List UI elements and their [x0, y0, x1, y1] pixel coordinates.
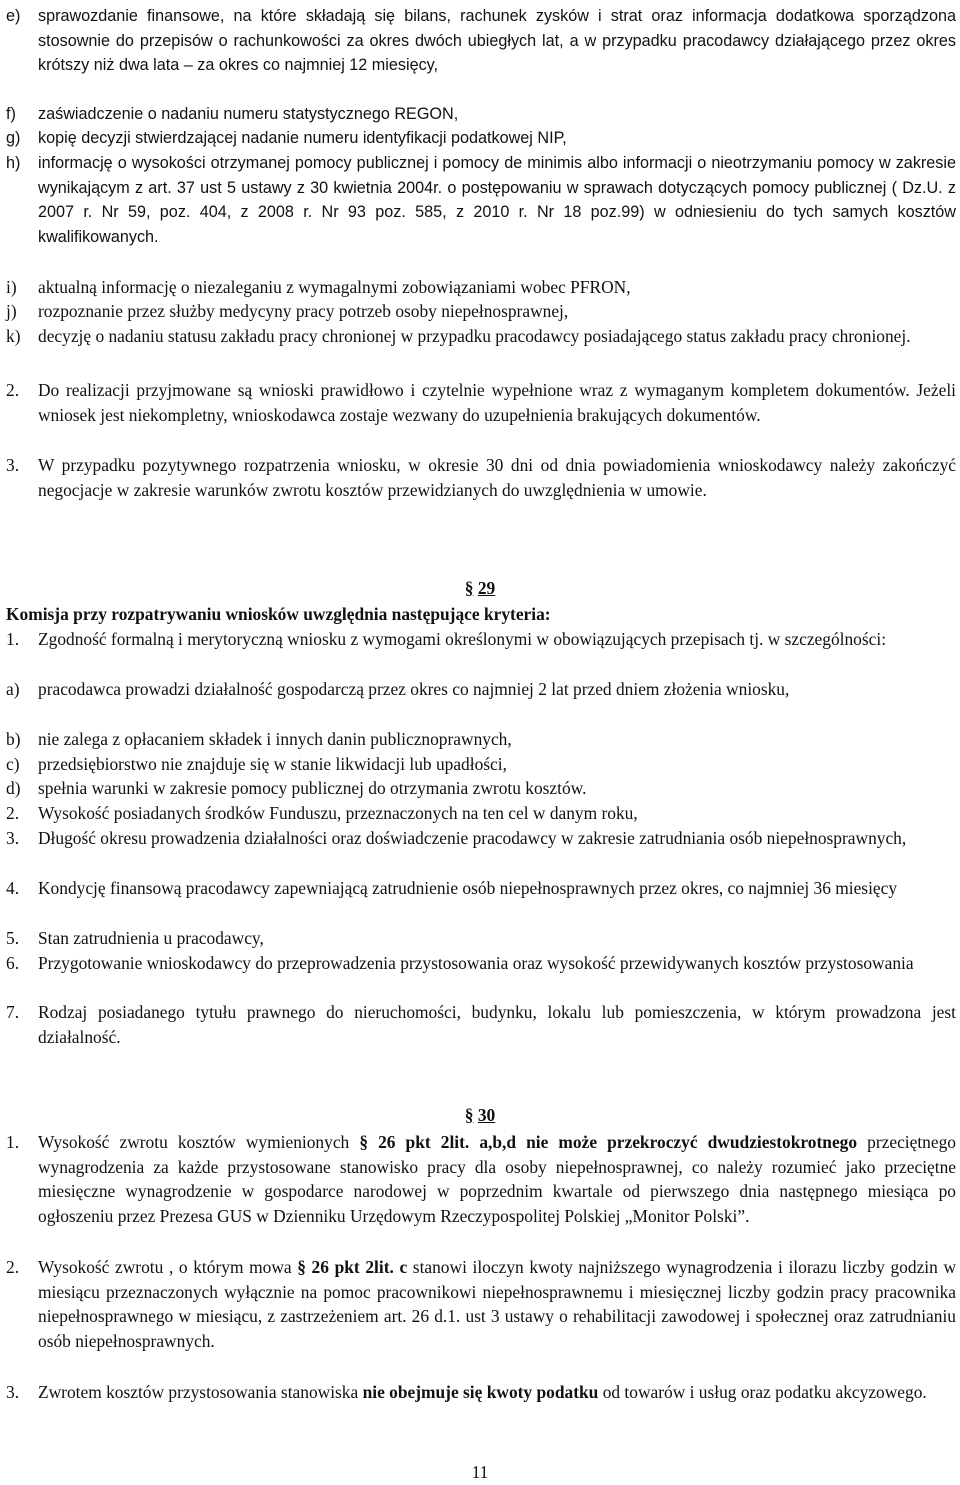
list-marker: d): [6, 778, 21, 798]
point-text-part: od towarów i usług oraz podatku akcyzowego.: [598, 1382, 927, 1402]
list-text: przedsiębiorstwo nie znajduje się w stanie likwidacji lub upadłości,: [38, 754, 507, 774]
list-marker: b): [6, 729, 21, 749]
criterion-4: [6, 876, 956, 901]
point-text: [38, 1380, 956, 1405]
list-item-f: [6, 102, 956, 127]
point-text-bold: § 26 pkt 2lit. a,b,d nie może przekroczyć dwudziestokrotnego: [359, 1132, 858, 1152]
refund-point-3: [6, 1380, 956, 1405]
point-text-part: stanowi iloczyn kwoty najniższego wynagrodzenia i ilorazu liczby godzin w miesiącu przeznaczonych wyłącznie na pomoc pracownikowi niepełnosprawnemu i miesięcznej liczby godzin pracy pracownika niepełnosprawnego w miesiącu, z zastrzeżeniem art. 26 d.1. ust 3 ustawy o rehabilitacji zawodowej i społecznej oraz zatrudnianiu osób niepełnosprawnych.: [38, 1257, 956, 1351]
point-text-bold: nie obejmuje się kwoty podatku: [362, 1382, 599, 1402]
point-text: Długość okresu prowadzenia działalności oraz doświadczenie pracodawcy w zakresie zatrudniania osób niepełnosprawnych,: [38, 828, 907, 848]
point-text-part: Wysokość zwrotu , o którym mowa: [38, 1257, 298, 1277]
point-marker: 2.: [6, 380, 20, 400]
point-marker: 6.: [6, 953, 20, 973]
list-text: sprawozdanie finansowe, na które składają się bilans, rachunek zysków i strat oraz informacja dodatkowa sporządzona stosownie do przepisów o rachunkowości za okres dwóch ubiegłych lat, a w przypadku pracodawcy działającego przez okres krótszy niż dwa lata – za okres co najmniej 12 miesięcy,: [38, 7, 956, 75]
point-marker: 2.: [6, 1257, 20, 1277]
criterion-2: [6, 801, 956, 826]
list-item-i: [6, 275, 956, 300]
point-text: Do realizacji przyjmowane są wnioski prawidłowo i czytelnie wypełnione wraz z wymaganym kompletem dokumentów. Jeżeli wniosek jest niekompletny, wnioskodawca zostaje wezwany do uzupełnienia brakujących dokumentów.: [38, 380, 956, 425]
list-marker: e): [6, 7, 21, 25]
criterion-1a: [6, 677, 956, 702]
criterion-6: [6, 951, 956, 976]
list-text: decyzję o nadaniu statusu zakładu pracy chronionej w przypadku pracodawcy posiadającego status zakładu pracy chronionej.: [38, 326, 911, 346]
list-marker: g): [6, 129, 21, 147]
point-marker: 1.: [6, 1132, 20, 1152]
list-item-g: [6, 126, 956, 151]
point-marker: 5.: [6, 928, 20, 948]
point-text: Przygotowanie wnioskodawcy do przeprowadzenia przystosowania oraz wysokość przewidywanych kosztów przystosowania: [38, 953, 914, 973]
point-marker: 4.: [6, 878, 20, 898]
list-item-j: [6, 299, 956, 324]
list-text: zaświadczenie o nadaniu numeru statystycznego REGON,: [38, 105, 459, 123]
list-text: nie zalega z opłacaniem składek i innych danin publicznoprawnych,: [38, 729, 512, 749]
list-text: aktualną informację o niezaleganiu z wymagalnymi zobowiązaniami wobec PFRON,: [38, 277, 631, 297]
section-number: 29: [477, 578, 496, 598]
list-marker: f): [6, 105, 16, 123]
criterion-1b: [6, 727, 956, 752]
point-text: [38, 1130, 956, 1228]
list-text: kopię decyzji stwierdzającej nadanie numeru identyfikacji podatkowej NIP,: [38, 129, 567, 147]
section-heading-29: [0, 576, 960, 601]
point-text: Zgodność formalną i merytoryczną wniosku z wymogami określonymi w obowiązujących przepisach tj. w szczególności:: [38, 629, 887, 649]
criterion-7: [6, 1000, 956, 1049]
point-text-bold: § 26 pkt 2lit. c: [297, 1257, 408, 1277]
criterion-1d: [6, 776, 956, 801]
list-item-h: [6, 151, 956, 249]
section-lead: Komisja przy rozpatrywaniu wniosków uwzględnia następujące kryteria:: [6, 604, 551, 624]
point-text: Kondycję finansową pracodawcy zapewniającą zatrudnienie osób niepełnosprawnych przez okres, co najmniej 36 miesięcy: [38, 878, 898, 898]
point-marker: 2.: [6, 803, 20, 823]
point-text: [38, 1255, 956, 1353]
section-mark: §: [464, 578, 474, 598]
list-item-e: [6, 4, 956, 78]
list-marker: j): [6, 301, 17, 321]
page-number: 11: [471, 1462, 489, 1482]
section-number: 30: [477, 1105, 496, 1125]
point-marker: 3.: [6, 1382, 20, 1402]
list-marker: h): [6, 154, 21, 172]
list-marker: c): [6, 754, 20, 774]
point-marker: 7.: [6, 1002, 20, 1022]
point-text: Rodzaj posiadanego tytułu prawnego do nieruchomości, budynku, lokalu lub pomieszczenia, w którym prowadzona jest działalność.: [38, 1002, 956, 1047]
list-item-k: [6, 324, 956, 349]
point-2: [6, 378, 956, 427]
refund-point-1: [6, 1130, 956, 1228]
list-marker: i): [6, 277, 17, 297]
section-heading-30: [0, 1103, 960, 1128]
criterion-5: [6, 926, 956, 951]
point-3: [6, 453, 956, 502]
criterion-3: [6, 826, 956, 851]
point-text: Stan zatrudnienia u pracodawcy,: [38, 928, 264, 948]
list-marker: k): [6, 326, 21, 346]
point-text-part: Wysokość zwrotu kosztów wymienionych: [38, 1132, 360, 1152]
point-marker: 3.: [6, 828, 20, 848]
list-text: informację o wysokości otrzymanej pomocy publicznej i pomocy de minimis albo informacji o nieotrzymaniu pomocy w zakresie wynikającym z art. 37 ust 5 ustawy z 30 kwietnia 2004r. o postępowaniu w sprawach dotyczących pomocy publicznej ( Dz.U. z 2007 r. Nr 59, poz. 404, z 2008 r. Nr 93 poz. 585, z 2010 r. Nr 18 poz.99) w odniesieniu do tych samych kosztów kwalifikowanych.: [38, 154, 956, 246]
list-text: spełnia warunki w zakresie pomocy publicznej do otrzymania zwrotu kosztów.: [38, 778, 587, 798]
point-marker: 1.: [6, 629, 20, 649]
list-text: rozpoznanie przez służby medycyny pracy potrzeb osoby niepełnosprawnej,: [38, 301, 569, 321]
point-text: Wysokość posiadanych środków Funduszu, przeznaczonych na ten cel w danym roku,: [38, 803, 638, 823]
criterion-1: [6, 627, 956, 652]
list-text: pracodawca prowadzi działalność gospodarczą przez okres co najmniej 2 lat przed dniem złożenia wniosku,: [38, 679, 790, 699]
list-marker: a): [6, 679, 20, 699]
section-mark: §: [464, 1105, 474, 1125]
point-text-part: przeciętnego wynagrodzenia za każde przystosowane stanowisko pracy dla osoby niepełnosprawnej, co należy rozumieć jako przeciętne miesięczne wynagrodzenie w gospodarce narodowej w poprzednim kwartale od pierwszego dnia następnego miesiąca po ogłoszeniu przez Prezesa GUS w Dzienniku Urzędowym Rzeczypospolitej Polskiej „Monitor Polski”.: [38, 1132, 956, 1226]
criterion-1c: [6, 752, 956, 777]
point-text: W przypadku pozytywnego rozpatrzenia wniosku, w okresie 30 dni od dnia powiadomienia wnioskodawcy należy zakończyć negocjacje w zakresie warunków zwrotu kosztów przewidzianych do uwzględnienia w umowie.: [38, 455, 956, 500]
point-text-part: Zwrotem kosztów przystosowania stanowiska: [38, 1382, 363, 1402]
point-marker: 3.: [6, 455, 20, 475]
refund-point-2: [6, 1255, 956, 1353]
